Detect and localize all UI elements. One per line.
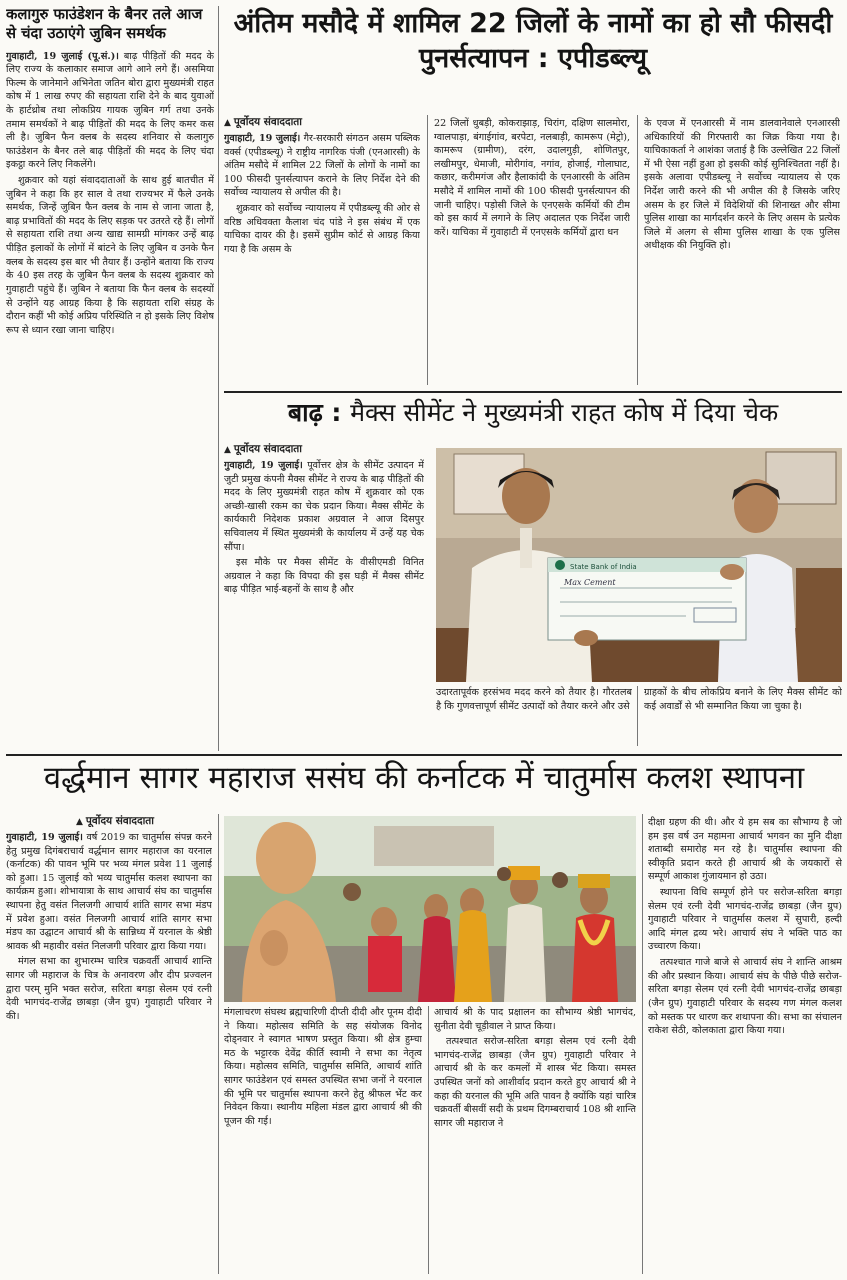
nrc-column-1 <box>224 115 420 389</box>
story-chaturmas <box>6 758 842 1276</box>
triangle-icon: ▲ <box>224 445 231 455</box>
kicker: बाढ़ : <box>287 398 342 427</box>
cheque-handover-photo <box>436 448 842 682</box>
paragraph: तत्पश्चात गाजे बाजे से आचार्य संघ ने शान्ति आश्रम की और प्रस्थान किया। आचार्य संघ के पीछे पीछे सरोज-सरिता बगड़ा सेलम एवं रत्नी देवी भागचंद-राजेंद्र छाबड़ा (जैन ग्रुप) गुवाहाटी परिवार के सदस्य गण मंगल कलश को मस्तक पर धारण कर शथापना की। सभा का संचालन राकेश सेठी, कोलकाता द्वारा किया गया। <box>648 957 842 1037</box>
headline-zubeen: कलागुरु फाउंडेशन के बैनर तले आज से चंदा उठाएंगे जुबिन समर्थक <box>6 6 203 42</box>
svg-text:State Bank of India: State Bank of India <box>570 563 637 571</box>
column-divider <box>427 115 428 385</box>
paragraph: बाढ़ पीड़ितों की मदद के लिए राज्य के कलाकार समाज आगे आने लगे हैं। असमिया फिल्म के जानेमाने अभिनेता जतिन बोरा द्वारा मुख्यमंत्री राहत कोष में 1 लाख रुपए की सहायता राशि देने के बाद युवाओं के हार्टथ्रोब तथा लोकप्रिय गायक जुबिन गर्ग तथा उनके तमाम समर्थकों ने बाढ़ पीड़ितों की मदद के लिए कमर कस ली है। जुबिन फैन क्लब के सदस्य शनिवार से कलागुरु फाउंडेशन के बैनर तले बाढ़ पीड़ितों की मदद के लिए चंदा इकट्ठा करने लिए निकलेंगे। <box>6 50 214 171</box>
dateline: गुवाहाटी, 19 जुलाई। <box>224 459 303 471</box>
cheque-payee-text: Max Cement <box>564 578 616 587</box>
paragraph: स्थापना विधि सम्पूर्ण होने पर सरोज-सरिता बगड़ा सेलम एवं रत्नी देवी भागचंद-राजेंद्र छाबड़ा (जैन ग्रुप) गुवाहाटी परिवार ने चातुर्मास कलश में सुपारी, हल्दी आदि मंगल द्रव्य भरे। आचार्य संघ ने भक्ति पाठ का उच्चारण किया। <box>648 887 842 953</box>
paragraph: पूर्वोत्तर क्षेत्र के सीमेंट उत्पादन में जुटी प्रमुख कंपनी मैक्स सीमेंट ने राज्य के बाढ़ पीड़ितों की मदद के लिए मुख्यमंत्री राहत कोष में शुक्रवार को एक अच्छी-खासी रकम का चेक प्रदान किया। मैक्स सीमेंट के कार्यकारी निदेशक प्रकाश अग्रवाल ने आज दिसपुर सचिवालय में स्थित मुख्यमंत्री के कार्यालय में उन्हें यह चेक सौंपा। <box>224 459 424 553</box>
chaturmas-column-4 <box>648 816 842 1274</box>
paragraph: शुक्रवार को सर्वोच्च न्यायालय में एपीडब्ल्यू की ओर से वरिष्ठ अधिवक्ता कैलाश चंद पांडे ने इस संबंध में एक याचिका दायर की है। इसमें सुप्रीम कोर्ट से आग्रह किया गया है कि असम के <box>224 202 420 255</box>
cement-column-2 <box>436 686 632 748</box>
paragraph: मंगलाचरण संघस्थ ब्रह्मचारिणी दीप्ती दीदी और पूनम दीदी ने किया। महोत्सव समिति के सह संयोजक विनोद दोड्नवार ने स्वागत भाषण प्रस्तुत किया। श्री क्षेत्र हुम्चा मठ के भट्टारक देवेंद्र कीर्ति स्वामी ने सभा का नेतृत्व किया। महोत्सव समिति, चातुर्मास समिति, आचार्य शांति सागर फाउंडेशन एवं समस्त उपस्थित सभा जनों ने यरनाल की भूमि पर चातुर्मास स्थापना करने हेतु श्रीफल भेंट कर निवेदन किया। स्थानीय महिला मंडल द्वारा आचार्य श्री की पूजन की गई। <box>224 1007 422 1127</box>
story-zubeen-fund <box>6 6 214 751</box>
chaturmas-column-2 <box>224 1006 422 1274</box>
section-rule <box>6 754 842 756</box>
story-max-cement <box>224 396 842 752</box>
column-divider <box>218 814 219 1274</box>
paragraph: उदारतापूर्वक हरसंभव मदद करने को तैयार है। गौरतलब है कि गुणवत्तापूर्ण सीमेंट उत्पादों को तैयार करने और उसे <box>436 687 632 712</box>
cement-column-1 <box>224 442 424 748</box>
headline-text: मैक्स सीमेंट ने मुख्यमंत्री राहत कोष में दिया चेक <box>350 398 779 427</box>
paragraph: गैर-सरकारी संगठन असम पब्लिक वर्क्स (एपीडब्ल्यू) ने राष्ट्रीय नागरिक पंजी (एनआरसी) के अंतिम मसौदे में शामिल 22 जिलों के लोगों के नामों का 100 फीसदी पुनर्सत्यापन कराने के लिए निर्देश देने की सर्वोच्च न्यायालय से अपील की है। <box>224 132 420 199</box>
photo-illustration <box>224 816 636 1002</box>
cement-column-3 <box>644 686 842 748</box>
paragraph: ग्राहकों के बीच लोकप्रिय बनाने के लिए मैक्स सीमेंट को कई अवार्डों से भी सम्मानित किया जा चुका है। <box>644 687 842 712</box>
paragraph: 22 जिलों धुबड़ी, कोकराझाड़, चिरांग, दक्षिण सालमोरा, ग्वालपाड़ा, बंगाईगांव, बरपेटा, नलबाड़ी, कामरूप (मेट्रो), कामरूप (ग्रामीण), दरंग, उदालगुड़ी, शोणितपुर, लखीमपुर, धेमाजी, मोरीगांव, नगांव, होजाई, गोलाघाट, कछार, करीमगंज और हैलाकांदी के एनआरसी के अंतिम मसौदे में शामिल नामों की 100 फीसदी पुनर्सत्यापन की जानी चाहिए। पड़ोसी जिले के एनएसके कर्मियों की टीम को इस कार्य में लगाने के लिए अदालत एक निर्देश जारी करें। याचिका में गुवाहाटी में एनएसके कर्मियों द्वारा धन <box>434 118 630 238</box>
headline-chaturmas: वर्द्धमान सागर महाराज ससंघ की कर्नाटक में चातुर्मास कलश स्थापना <box>43 760 805 796</box>
section-rule <box>224 391 842 393</box>
headline-nrc: अंतिम मसौदे में शामिल 22 जिलों के नामों का हो सौ फीसदी पुनर्सत्यापन : एपीडब्ल्यू <box>233 8 833 75</box>
paragraph: वर्ष 2019 का चातुर्मास संपन्न करने हेतु प्रमुख दिगंबराचार्य वर्द्धमान सागर महाराज का यरनाल (कर्नाटक) की पावन भूमि पर भव्य मंगल प्रवेश 11 जुलाई को हुआ। 15 जुलाई को भव्य चातुर्मास कलश स्थापना का कार्यक्रम हुआ। शोभायात्रा के साथ आचार्य संघ का चातुर्मास स्थापना हेतु वसंत निलजगी आचार्य शांति सागर सभा मंडप में प्रवेश हुआ। वसंत निलजगी आचार्य शांति सागर सभा मंडप का उद्घाटन आचार्य श्री के सान्निध्य में यरनाल के श्रेष्ठी श्रावक श्री महावीर वसंत निलजगी परिवार द्वारा किया गया। <box>6 831 212 952</box>
triangle-icon: ▲ <box>76 817 83 827</box>
article-body-zubeen <box>6 50 214 338</box>
column-divider <box>428 1006 429 1274</box>
byline: पूर्वोदय संवाददाता <box>233 443 302 455</box>
byline: पूर्वोदय संवाददाता <box>85 815 154 827</box>
triangle-icon: ▲ <box>224 118 231 128</box>
nrc-column-2 <box>434 117 630 389</box>
dateline: गुवाहाटी, 19 जुलाई। <box>224 132 301 144</box>
paragraph: तत्पश्चात सरोज-सरिता बगड़ा सेलम एवं रत्नी देवी भागचंद-राजेंद्र छाबड़ा (जैन ग्रुप) गुवाहाटी परिवार ने आचार्य श्री के कर कमलों में शास्त्र भेंट किया। समस्त उपस्थित जनों को आशीर्वाद प्रदान करते हुए आचार्य श्री ने कहा की यरनाल की भूमि अति पावन है क्योंकि यहां चारित्र चक्रवर्ती बीसवीं सदी के प्रथम दिगम्बराचार्य 108 श्री शान्ति सागर जी महाराज ने <box>434 1036 636 1129</box>
paragraph: इस मौके पर मैक्स सीमेंट के वीसीएमडी विनित अग्रवाल ने कहा कि विपदा की इस घड़ी में मैक्स सीमेंट बाढ़ पीड़ित भाई-बहनों के साथ है और <box>224 557 424 596</box>
headline-max-cement <box>224 396 842 429</box>
column-divider <box>637 115 638 385</box>
paragraph: मंगल सभा का शुभारम्भ चारित्र चक्रवर्ती आचार्य शान्ति सागर जी महाराज के चित्र के अनावरण और दीप प्रज्वलन द्वारा परम् मुनि भक्त सरोज, सरिता बगड़ा सेलम एवं रत्नी देवी भागचंद-राजेंद्र छाबड़ा (जैन ग्रुप) गुवाहाटी परिवार ने की। <box>6 956 212 1022</box>
paragraph: आचार्य श्री के पाद प्रक्षालन का सौभाग्य श्रेष्ठी भागचंद, सुनीता देवी चूड़ीवाल ने प्राप्त किया। <box>434 1007 636 1032</box>
procession-photo <box>224 816 636 1002</box>
paragraph: शुक्रवार को यहां संवाददाताओं के साथ हुई बातचीत में जुबिन ने कहा कि हर साल वे तथा राज्यभर में फैले उनके समर्थक, जिन्हें जुबिन फैन क्लब के नाम से जाना जाता है, बाढ़ प्रभावितों की मदद के लिए सड़क पर उतरते रहे हैं। लोगों से सहायता राशि तथा अन्य खाद्य सामग्री मांगकर उन्हें बाढ़ पीड़ित इलाकों के लोगों में बांटने के लिए जुबिन व उनके फैन क्लब के सदस्य इस बार भी तैयार हैं। उन्होंने बताया कि राज्य के 40 इस तरह के जुबिन फैन क्लब के सदस्य शुक्रवार को गुवाहाटी पहुंचे हैं। जुबिन ने बताया कि फैन क्लब के सदस्यों से उन्होंने यह आग्रह किया है कि सहायता राशि संग्रह के दौरान कहीं भी कोई अप्रिय परिस्थिति न हो इसके लिए विशेष रूप से ध्यान रखा जाना चाहिए। <box>6 175 214 336</box>
column-divider <box>218 6 219 751</box>
story-nrc-reverification <box>224 4 842 389</box>
chaturmas-column-3 <box>434 1006 636 1274</box>
byline: पूर्वोदय संवाददाता <box>233 116 302 128</box>
column-divider <box>642 814 643 1274</box>
nrc-column-3 <box>644 117 840 389</box>
photo-illustration <box>436 448 842 682</box>
dateline: गुवाहाटी, 19 जुलाई (पू.सं.)। <box>6 50 119 62</box>
chaturmas-column-1 <box>6 814 212 1274</box>
paragraph: दीक्षा ग्रहण की थी। और ये हम सब का सौभाग्य है जो हम इस वर्ष उन महामना आचार्य भगवन का मुनि दीक्षा शताब्दी समारोह मन रहे है। चातुर्मास स्थापना की स्वीकृति प्रदान करते ही आचार्य श्री के जयकारों से सम्पूर्ण आकाश गुंजायमान हो उठा। <box>648 817 842 883</box>
dateline: गुवाहाटी, 19 जुलाई। <box>6 831 83 843</box>
paragraph: के एवज में एनआरसी में नाम डालवानेवाले एनआरसी अधिकारियों की गिरफ्तारी का जिक्र किया गया है। याचिकाकर्ता ने आशंका जताई है कि उल्लेखित 22 जिलों में भी ऐसा नहीं हुआ हो इसकी कोई सुनिश्चितता नहीं है। इसके अलावा एपीडब्ल्यू ने सर्वोच्च न्यायालय से एक निर्देश जारी करने की भी अपील की है जिसके जरिए असम के हर जिले में विदेशियों की शिनाख्त और सीमा पुलिस शाखा का मार्गदर्शन करने के लिए असम के प्रत्येक जिले में अलग से सीमा पुलिस शाखा के एक पुलिस अधीक्षक की नियुक्ति हो। <box>644 118 840 252</box>
column-divider <box>637 686 638 746</box>
